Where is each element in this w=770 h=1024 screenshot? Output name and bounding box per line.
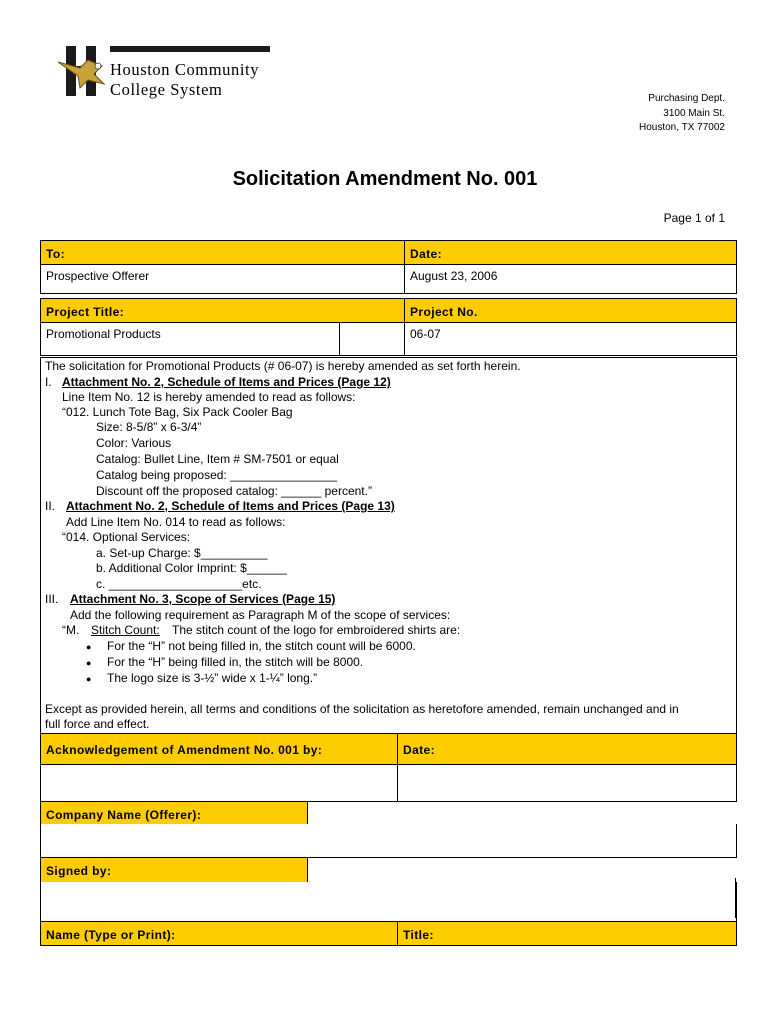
bullet-icon: ● [86,674,92,684]
project-spacer [339,322,405,356]
closing-line-2: full force and effect. [45,717,150,731]
company-name-field[interactable] [40,824,737,858]
section-3-m-label: “M. [62,623,80,637]
to-value: Prospective Offerer [40,264,405,294]
purchasing-address [639,92,725,136]
logo-text [110,60,259,100]
section-2-item-a: a. Set-up Charge: $__________ [96,546,268,560]
section-3-number: III. [45,592,59,606]
to-label: To: [40,240,405,265]
section-2-line-2: “014. Optional Services: [62,530,191,544]
section-1-line-4: Color: Various [96,436,172,450]
page-number: Page 1 of 1 [663,211,725,225]
ack-date-label: Date: [397,733,737,765]
section-2-item-c: c. ____________________etc. [96,577,262,591]
signature-field[interactable] [40,882,737,922]
divider [735,878,736,918]
section-2-item-b: b. Additional Color Imprint: $______ [96,561,287,575]
project-title-value: Promotional Products [40,322,340,356]
section-1-line-3: Size: 8-5/8” x 6-3/4” [96,420,202,434]
acknowledgement-label: Acknowledgement of Amendment No. 001 by: [40,733,398,765]
section-3-heading: Attachment No. 3, Scope of Services (Page 15) [70,592,336,606]
section-3-line-1: Add the following requirement as Paragraph M of the scope of services: [70,608,451,622]
intro-text: The solicitation for Promotional Products (# 06-07) is hereby amended as set forth herein. [45,359,521,373]
section-1-line-6: Catalog being proposed: ________________ [96,468,337,482]
section-1-line-7: Discount off the proposed catalog: ______ percent.” [96,484,372,498]
logo-line-2: College System [110,80,223,99]
acknowledgement-field[interactable] [40,764,398,802]
section-2-line-1: Add Line Item No. 014 to read as follows: [66,515,286,529]
section-1-line-2: “012. Lunch Tote Bag, Six Pack Cooler Bag [62,405,293,419]
section-3-bullet-3: The logo size is 3-½” wide x 1-¼” long.” [107,671,318,685]
address-line-1: Purchasing Dept. [648,93,725,104]
title-label: Title: [397,921,737,946]
date-label: Date: [404,240,737,265]
project-no-value: 06-07 [404,322,737,356]
section-1-line-1: Line Item No. 12 is hereby amended to read as follows: [62,390,356,404]
date-value: August 23, 2006 [404,264,737,294]
address-line-3: Houston, TX 77002 [639,122,725,133]
section-3-stitch-count-label: Stitch Count: [91,623,160,637]
ack-date-field[interactable] [397,764,737,802]
name-label: Name (Type or Print): [40,921,398,946]
section-2-number: II. [45,499,56,513]
logo-line-1: Houston Community [110,60,260,79]
project-no-label: Project No. [404,298,737,323]
section-1-heading: Attachment No. 2, Schedule of Items and Prices (Page 12) [62,375,391,389]
section-1-line-5: Catalog: Bullet Line, Item # SM-7501 or equal [96,452,339,466]
document-title: Solicitation Amendment No. 001 [232,168,538,190]
address-line-2: 3100 Main St. [663,107,725,119]
bullet-icon: ● [86,642,92,652]
project-title-label: Project Title: [40,298,405,323]
closing-line-1: Except as provided herein, all terms and conditions of the solicitation as heretofore amended, remain unchanged and in [45,702,679,716]
section-1-number: I. [45,375,52,389]
bullet-icon: ● [86,658,92,668]
signed-by-label: Signed by: [40,857,308,883]
section-3-stitch-count-text: The stitch count of the logo for embroidered shirts are: [172,623,461,637]
section-2-heading: Attachment No. 2, Schedule of Items and Prices (Page 13) [66,499,395,513]
company-name-label: Company Name (Offerer): [40,801,308,825]
section-3-bullet-2: For the “H” being filled in, the stitch will be 8000. [107,655,364,669]
section-3-bullet-1: For the “H” not being filled in, the stitch count will be 6000. [107,639,416,653]
